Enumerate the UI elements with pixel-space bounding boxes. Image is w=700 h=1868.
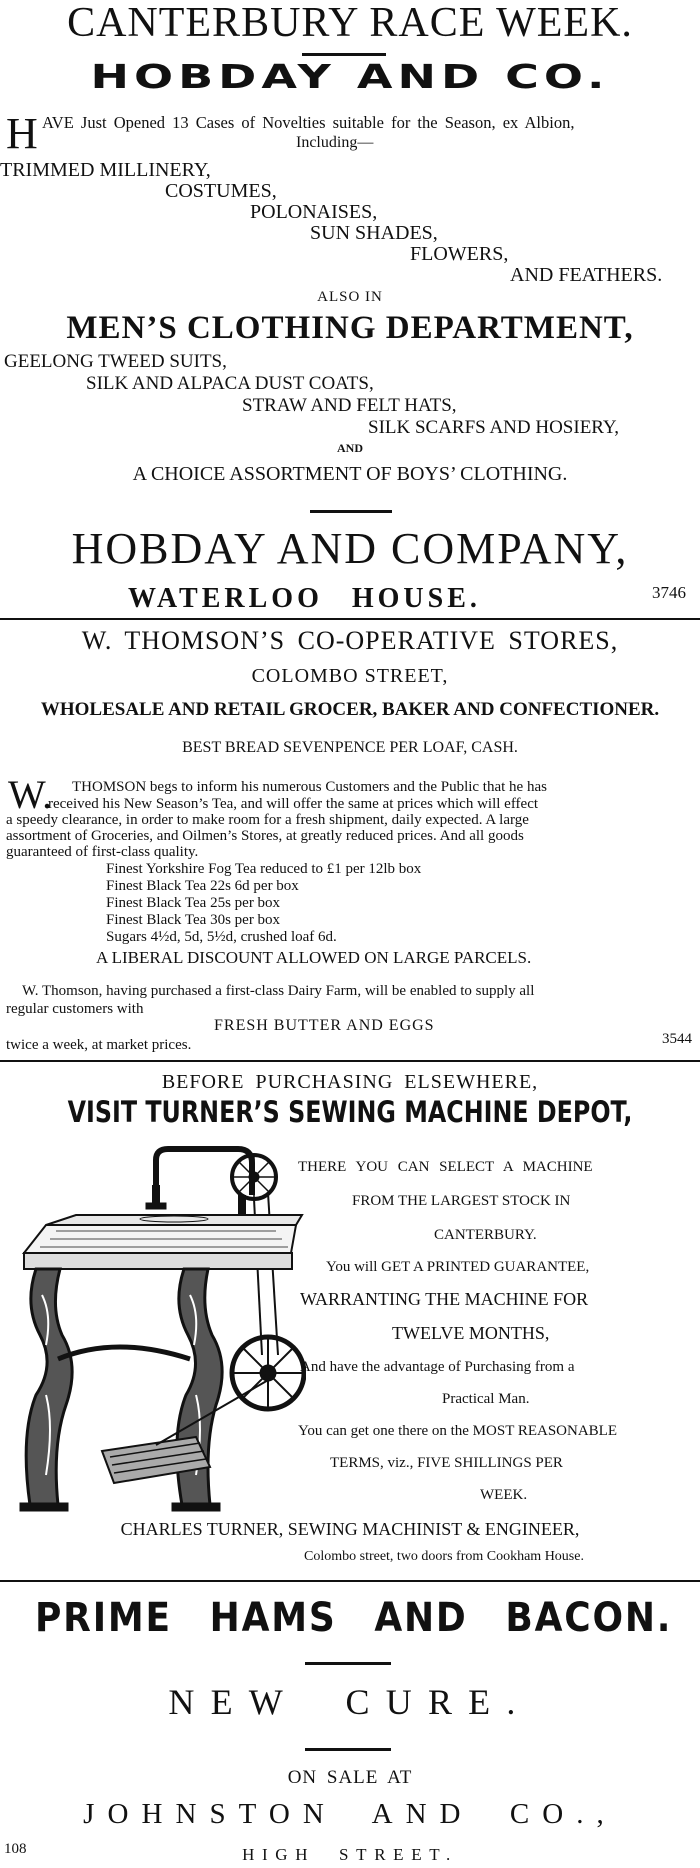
hobday-and-company: HOBDAY AND COMPANY,	[71, 524, 629, 573]
thomson-body-2: received his New Season’s Tea, and will offer the same at prices which will effect	[48, 796, 539, 812]
dept-item-hats: STRAW AND FELT HATS,	[242, 395, 457, 416]
turner-line-6: TWELVE MONTHS,	[392, 1323, 550, 1343]
section-divider	[0, 1060, 700, 1062]
liberal-discount: A LIBERAL DISCOUNT ALLOWED ON LARGE PARCELS.	[96, 948, 532, 967]
waterloo-house: WATERLOO HOUSE.	[128, 583, 481, 614]
thomson-body-3: a speedy clearance, in order to make room for a fresh shipment, daily expected. A large	[6, 812, 529, 828]
item-feathers: AND FEATHERS.	[510, 264, 663, 286]
on-sale-at: ON SALE AT	[287, 1767, 413, 1788]
and-joiner: AND	[337, 441, 363, 455]
also-in: ALSO IN	[317, 289, 383, 305]
sewing-machine-illustration	[6, 1145, 306, 1523]
price-sugars: Sugars 4½d, 5d, 5½d, crushed loaf 6d.	[106, 929, 337, 945]
turner-line-11: WEEK.	[480, 1487, 528, 1503]
turner-line-4: You will GET A PRINTED GUARANTEE,	[326, 1259, 590, 1275]
turner-line-2: FROM THE LARGEST STOCK IN	[352, 1193, 571, 1209]
turner-line-3: CANTERBURY.	[434, 1227, 537, 1243]
turner-line-5: WARRANTING THE MACHINE FOR	[300, 1289, 589, 1309]
dairy-text-1: W. Thomson, having purchased a first-class Dairy Farm, will be enabled to supply all	[22, 983, 535, 999]
item-polonaises: POLONAISES,	[250, 201, 378, 223]
hobday-intro: AVE Just Opened 13 Cases of Novelties suitable for the Season, ex Albion,	[42, 113, 575, 132]
turner-signature: CHARLES TURNER, SEWING MACHINIST & ENGINEER,	[120, 1519, 580, 1539]
price-black-tea-30s: Finest Black Tea 30s per box	[106, 912, 281, 928]
before-purchasing: BEFORE PURCHASING ELSEWHERE,	[161, 1071, 539, 1093]
hobday-intro-including: Including—	[296, 134, 374, 151]
item-sun-shades: SUN SHADES,	[310, 222, 438, 244]
divider	[310, 510, 392, 513]
dept-item-dust-coats: SILK AND ALPACA DUST COATS,	[86, 373, 374, 394]
turner-line-7: And have the advantage of Purchasing from a	[300, 1359, 575, 1375]
item-flowers: FLOWERS,	[410, 243, 509, 265]
item-costumes: COSTUMES,	[165, 180, 277, 202]
turner-line-1: THERE YOU CAN SELECT A MACHINE	[298, 1159, 593, 1175]
boys-clothing: A CHOICE ASSORTMENT OF BOYS’ CLOTHING.	[132, 463, 568, 485]
high-street: HIGH STREET.	[242, 1845, 458, 1864]
dairy-text-2: regular customers with	[6, 1001, 144, 1017]
prime-hams-bacon: PRIME HAMS AND BACON.	[35, 1595, 673, 1641]
turner-title: VISIT TURNER’S SEWING MACHINE DEPOT,	[67, 1095, 633, 1129]
price-black-tea-25s: Finest Black Tea 25s per box	[106, 895, 281, 911]
divider	[305, 1748, 391, 1751]
divider	[302, 53, 386, 56]
turner-address: Colombo street, two doors from Cookham House.	[304, 1549, 584, 1564]
dept-item-scarfs: SILK SCARFS AND HOSIERY,	[368, 417, 619, 438]
turner-line-8: Practical Man.	[442, 1391, 530, 1407]
thomson-street: COLOMBO STREET,	[251, 665, 449, 687]
thomson-body-4: assortment of Groceries, and Oilmen’s Stores, at greatly reduced prices. And all goods	[6, 828, 524, 844]
thomson-body-5: guaranteed of first-class quality.	[6, 844, 199, 860]
drop-cap-w: W.	[8, 772, 53, 817]
thomson-bread: BEST BREAD SEVENPENCE PER LOAF, CASH.	[182, 739, 518, 756]
johnston-and-co: JOHNSTON AND CO.,	[83, 1798, 617, 1830]
new-cure: NEW CURE.	[168, 1682, 532, 1722]
divider	[305, 1662, 391, 1665]
race-week-title: CANTERBURY RACE WEEK.	[67, 0, 633, 46]
item-millinery: TRIMMED MILLINERY,	[0, 159, 211, 181]
ad-ref-number: 3746	[652, 583, 686, 602]
fresh-butter-eggs: FRESH BUTTER AND EGGS	[214, 1017, 435, 1034]
turner-line-9: You can get one there on the MOST REASONABLE	[298, 1423, 618, 1439]
dept-item-geelong: GEELONG TWEED SUITS,	[4, 351, 227, 372]
mens-clothing-department: MEN’S CLOTHING DEPARTMENT,	[66, 310, 634, 346]
page-number: 108	[4, 1841, 27, 1857]
twice-a-week: twice a week, at market prices.	[6, 1037, 192, 1053]
section-divider	[0, 1580, 700, 1582]
section-divider	[0, 618, 700, 620]
price-yorkshire-fog: Finest Yorkshire Fog Tea reduced to £1 per 12lb box	[106, 861, 422, 877]
drop-cap-h: H	[6, 109, 38, 158]
thomson-trade: WHOLESALE AND RETAIL GROCER, BAKER AND CONFECTIONER.	[40, 699, 660, 720]
turner-line-10: TERMS, viz., FIVE SHILLINGS PER	[330, 1455, 563, 1471]
thomson-body-1: THOMSON begs to inform his numerous Customers and the Public that he has	[72, 779, 547, 795]
hobday-banner: HOBDAY AND CO.	[90, 57, 610, 96]
ad-ref-number: 3544	[662, 1031, 692, 1047]
price-black-tea-22s: Finest Black Tea 22s 6d per box	[106, 878, 299, 894]
thomson-title: W. THOMSON’S CO-OPERATIVE STORES,	[81, 626, 619, 655]
